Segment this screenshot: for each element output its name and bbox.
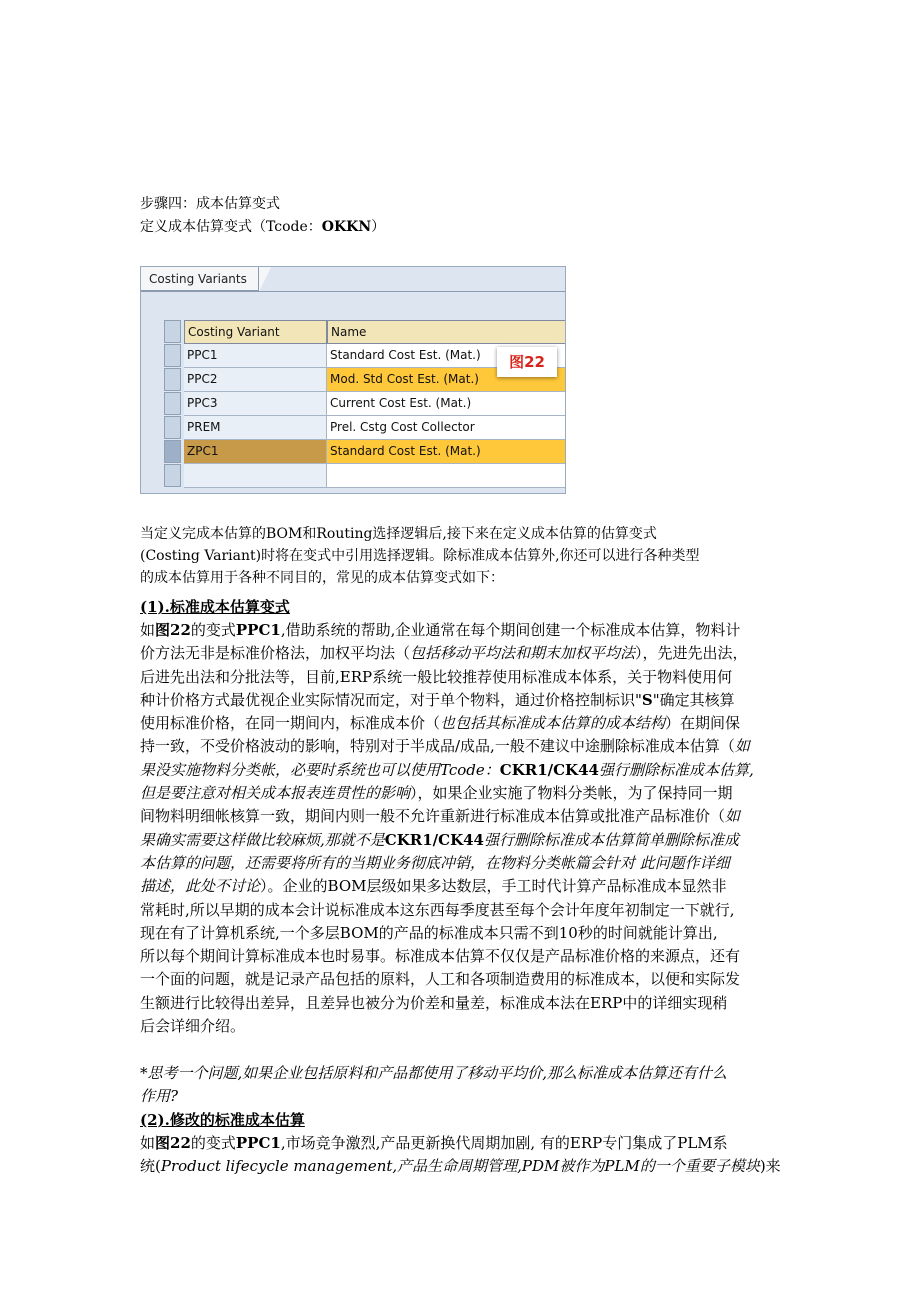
variant-cell[interactable]: PPC3 bbox=[184, 392, 327, 416]
intro-paragraph: 当定义完成本估算的BOM和Routing选择逻辑后,接下来在定义成本估算的估算变式 (Costing Variant)时将在变式中引用选择逻辑。除标准成本估算外,你还可以进行各种类型 的成本估算用于各种不同目的，常见的成本估算变式如下： bbox=[140, 526, 700, 586]
column-header-costing-variant[interactable]: Costing Variant bbox=[184, 320, 327, 344]
section1-note: *思考一个问题,如果企业包括原料和产品都使用了移动平均价,那么标准成本估算还有什么 作用? bbox=[140, 1064, 728, 1106]
name-cell[interactable]: Prel. Cstg Cost Collector bbox=[327, 416, 566, 440]
name-cell[interactable]: Standard Cost Est. (Mat.) bbox=[327, 440, 566, 464]
step-title: 步骤四：成本估算变式 bbox=[140, 196, 280, 212]
step-subtitle: 定义成本估算变式（Tcode：OKKN） bbox=[140, 219, 386, 235]
table-row[interactable] bbox=[164, 392, 566, 416]
name-cell[interactable]: Standard Cost Est. (Mat.) bbox=[327, 344, 566, 368]
table-row[interactable] bbox=[164, 416, 566, 440]
section2-paragraph: 如图22的变式PPC1,市场竞争激烈,产品更新换代周期加剧, 有的ERP专门集成了PLM系 统(Product lifecycle management,产品生命周期管理,PDM被作为PLM的一个重要子模块)来 bbox=[140, 1134, 781, 1176]
row-selector[interactable] bbox=[164, 464, 181, 487]
variant-cell[interactable]: PPC2 bbox=[184, 368, 327, 392]
name-cell[interactable]: Current Cost Est. (Mat.) bbox=[327, 392, 566, 416]
section1-paragraph: 如图22的变式PPC1,借助系统的帮助,企业通常在每个期间创建一个标准成本估算，物料计 价方法无非是标准价格法，加权平均法（包括移动平均法和期末加权平均法），先进先出法， 后进先出法和分批法等，目前,ERP系统一般比较推荐使用标准成本体系，关于物料使用何 种计价格方式最优视企业实际情况而定，对于单个物料，通过价格控制标识"S"确定其核算 使用标准价格，在同一期间内，标准成本价（也包括其标准成本估算的成本结构）在期间保 持一致，不受价格波动的影响，特别对于半成品/成品,一般不建议中途删除标准成本估算（如 果没实施物料分类帐，必要时系统也可以使用Tcode：CKR1/CK44强行删除标准成本估算, 但是要注意对相关成本报表连贯性的影响），如果企业实施了物料分类帐，为了保持同一期 间物料明细帐核算一致，期间内则一般不允许重新进行标准成本估算或批准产品标准价（如 果确实需要这样做比较麻烦,那就不是CKR1/CK44强行删除标准成本估算简单删除标准成 本估算的问题，还需要将所有的当期业务彻底冲销，在物料分类帐篇会针对 此问题作详细 描述，此处不讨论）。企业的BOM层级如果多达数层，手工时代计算产品标准成本显然非 常耗时,所以早期的成本会计说标准成本这东西每季度甚至每个会计年度年初制定一下就行, 现在有了计算机系统,一个多层BOM的产品的标准成本只需不到10秒的时间就能计算出, 所以每个期间计算标准成本也时易事。标准成本估算不仅仅是产品标准价格的来源点，还有 一个面的问题，就是记录产品包括的原料，人工和各项制造费用的标准成本，以便和实际发 生额进行比较得出差异，且差异也被分为价差和量差，标准成本法在ERP中的详细实现稍 后会详细介绍。 bbox=[140, 621, 754, 1036]
variant-cell[interactable]: PREM bbox=[184, 416, 327, 440]
row-selector[interactable] bbox=[164, 392, 181, 415]
row-selector[interactable] bbox=[164, 416, 181, 439]
column-header-name[interactable]: Name bbox=[327, 320, 566, 344]
select-all-cell[interactable] bbox=[164, 320, 181, 343]
variant-cell[interactable]: PPC1 bbox=[184, 344, 327, 368]
section2-title: (2).修改的标准成本估算 bbox=[140, 1111, 305, 1129]
figure-22-label: 图22 bbox=[497, 347, 557, 377]
variant-cell[interactable] bbox=[184, 464, 327, 488]
name-cell[interactable] bbox=[327, 464, 566, 488]
table-row-empty[interactable] bbox=[164, 464, 566, 488]
section1-title: (1).标准成本估算变式 bbox=[140, 598, 290, 616]
costing-variants-tab[interactable]: Costing Variants bbox=[141, 267, 259, 291]
table-row-selected[interactable] bbox=[164, 440, 566, 464]
row-selector[interactable] bbox=[164, 440, 181, 463]
costing-variants-screenshot bbox=[140, 266, 566, 494]
row-selector[interactable] bbox=[164, 344, 181, 367]
name-cell[interactable]: Mod. Std Cost Est. (Mat.) bbox=[327, 368, 566, 392]
variant-cell[interactable]: ZPC1 bbox=[184, 440, 327, 464]
tcode: OKKN bbox=[321, 219, 372, 235]
table-header bbox=[164, 320, 566, 344]
row-selector[interactable] bbox=[164, 368, 181, 391]
